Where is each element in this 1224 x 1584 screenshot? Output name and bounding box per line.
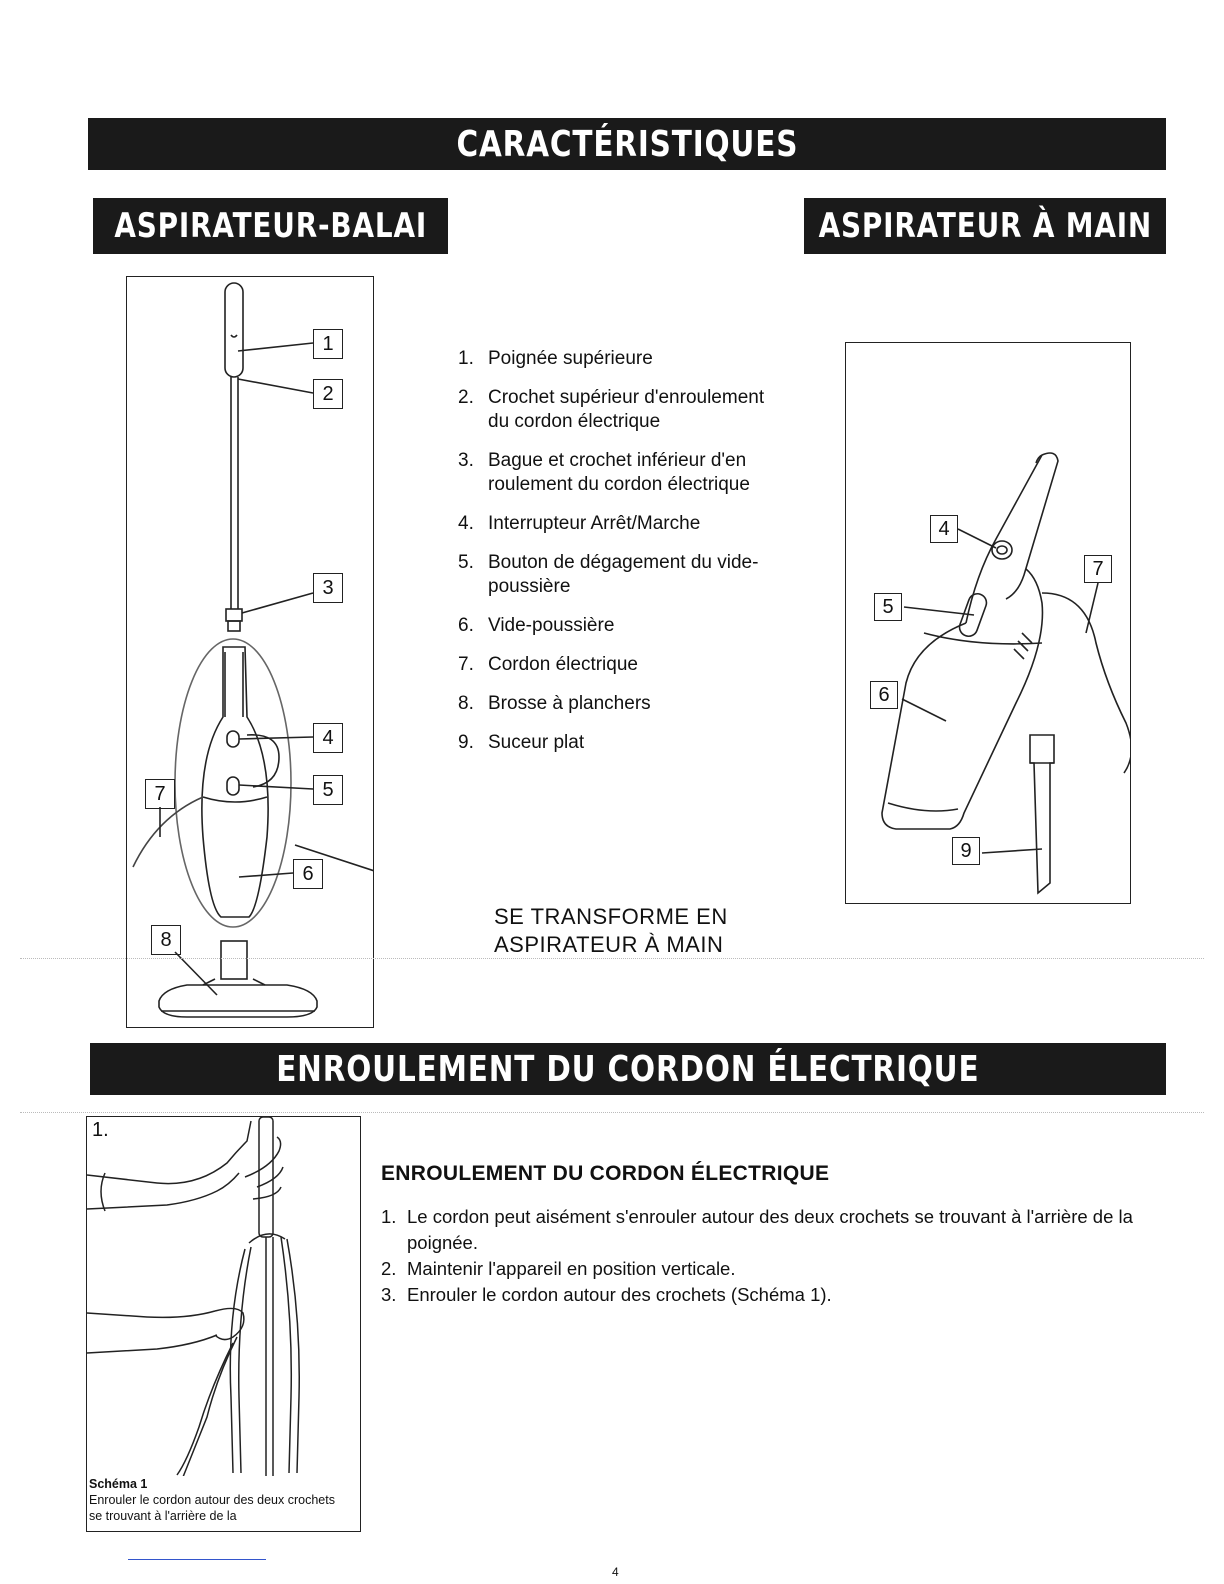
callout-1: 1 — [313, 329, 343, 359]
callout-7: 7 — [145, 779, 175, 809]
list-item: 4. Interrupteur Arrêt/Marche — [458, 513, 701, 534]
page-number: 4 — [612, 1565, 619, 1579]
list-item: 1. Poignée supérieure — [458, 348, 653, 369]
list-item: 1. Le cordon peut aisément s'enrouler autour des deux crochets se trouvant à l'arrière de la poignée. — [381, 1206, 1133, 1253]
footer-line — [128, 1559, 266, 1560]
list-item: 6. Vide-poussière — [458, 615, 615, 636]
transform-note — [494, 903, 728, 959]
callout-4: 4 — [313, 723, 343, 753]
section-header-aspirateur-balai: ASPIRATEUR-BALAI — [93, 198, 448, 254]
cord-steps-list — [381, 1204, 1161, 1308]
figure-number: 1. — [92, 1119, 109, 1141]
list-item: 2. Maintenir l'appareil en position verticale. — [381, 1258, 736, 1279]
divider — [20, 1112, 1204, 1113]
list-item: 3. Enrouler le cordon autour des crochets (Schéma 1). — [381, 1284, 832, 1305]
callout-5: 5 — [313, 775, 343, 805]
section-header-caracteristiques: CARACTÉRISTIQUES — [88, 118, 1166, 170]
list-item: 3. Bague et crochet inférieur d'en roulement du cordon électrique — [458, 450, 750, 495]
caption-text: Enrouler le cordon autour des deux crochets se trouvant à l'arrière de la — [89, 1493, 335, 1523]
callout-5: 5 — [874, 593, 902, 621]
figure-caption — [89, 1476, 351, 1524]
transform-note-line1: SE TRANSFORME EN — [494, 904, 728, 929]
transform-note-line2: ASPIRATEUR À MAIN — [494, 932, 724, 957]
callout-3: 3 — [313, 573, 343, 603]
list-item: 8. Brosse à planchers — [458, 693, 651, 714]
handheld-vacuum-figure — [845, 342, 1131, 904]
section-header-enroulement: ENROULEMENT DU CORDON ÉLECTRIQUE — [90, 1043, 1166, 1095]
callout-6: 6 — [870, 681, 898, 709]
cord-winding-figure — [86, 1116, 361, 1532]
callout-4: 4 — [930, 515, 958, 543]
callout-6: 6 — [293, 859, 323, 889]
cord-winding-illustration — [87, 1117, 360, 1531]
callout-7: 7 — [1084, 555, 1112, 583]
list-item: 9. Suceur plat — [458, 732, 585, 753]
list-item: 7. Cordon électrique — [458, 654, 638, 675]
list-item: 5. Bouton de dégagement du vide-poussière — [458, 552, 759, 597]
stick-vacuum-figure — [126, 276, 374, 1028]
handheld-vacuum-illustration — [846, 343, 1130, 903]
feature-list — [458, 347, 788, 770]
section-header-aspirateur-main: ASPIRATEUR À MAIN — [804, 198, 1166, 254]
callout-9: 9 — [952, 837, 980, 865]
caption-title: Schéma 1 — [89, 1477, 148, 1491]
callout-2: 2 — [313, 379, 343, 409]
cord-section-heading: ENROULEMENT DU CORDON ÉLECTRIQUE — [381, 1162, 830, 1185]
callout-8: 8 — [151, 925, 181, 955]
list-item: 2. Crochet supérieur d'enroulement du cordon électrique — [458, 387, 765, 432]
divider — [20, 958, 1204, 959]
